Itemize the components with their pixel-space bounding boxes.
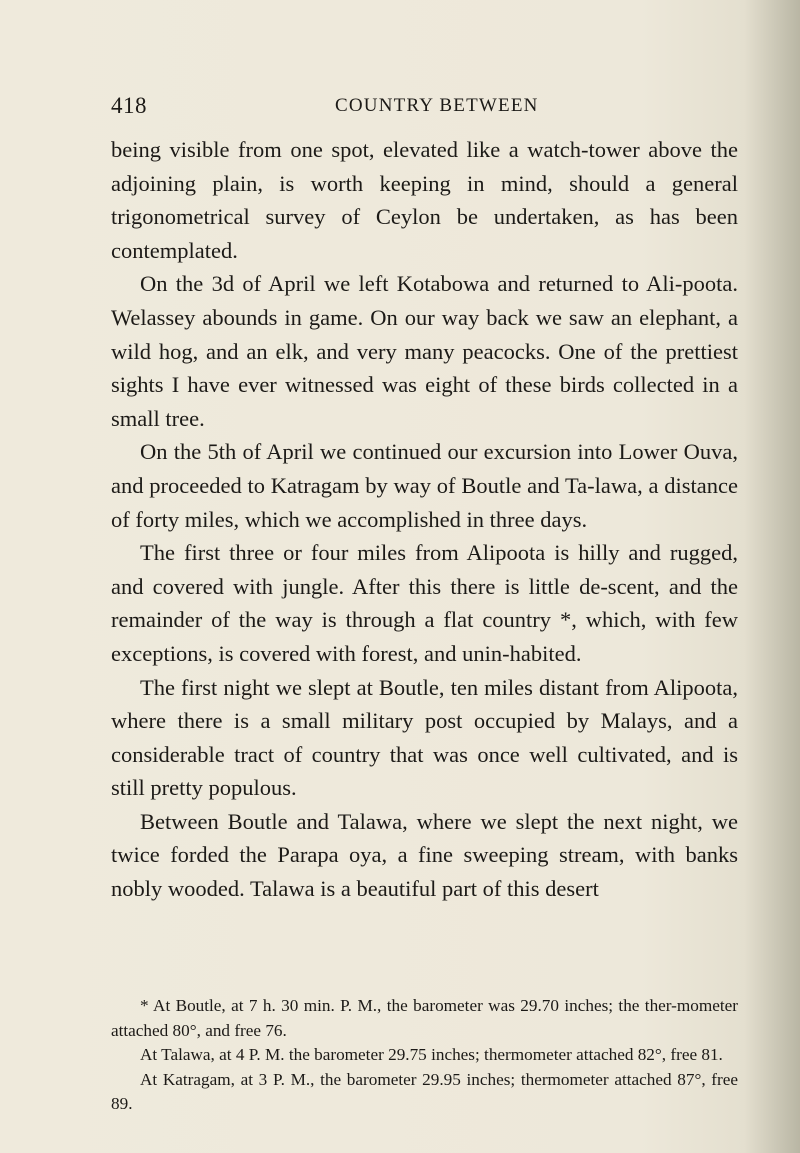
paragraph: The first three or four miles from Alipoota is hilly and rugged, and covered with jungle. After this there is little de-scent, and the remainder of the way is through a flat country *, which, with few exceptions, is covered with forest, and unin-habited.	[111, 540, 738, 666]
footnote: At Katragam, at 3 P. M., the barometer 29.95 inches; thermometer attached 87°, free 89.	[111, 1069, 738, 1113]
paragraph: The first night we slept at Boutle, ten miles distant from Alipoota, where there is a small military post occupied by Malays, and a considerable tract of country that was once well cultivated, and is still pretty populous.	[111, 674, 738, 801]
paragraph: On the 3d of April we left Kotabowa and returned to Ali-poota. Welassey abounds in game. On our way back we saw an elephant, a wild hog, and an elk, and very many peacocks. One of the prettiest sights I have ever witnessed was eight of these birds collected in a small tree.	[111, 271, 738, 431]
paragraph: being visible from one spot, elevated like a watch-tower above the adjoining plain, is worth keeping in mind, should a general trigonometrical survey of Ceylon be undertaken, as has been contemplated.	[111, 137, 738, 263]
body-text	[111, 133, 738, 906]
paragraph: On the 5th of April we continued our excursion into Lower Ouva, and proceeded to Katragam by way of Boutle and Ta-lawa, a distance of forty miles, which we accomplished in three days.	[111, 439, 738, 532]
page-header	[111, 93, 711, 123]
footnote: At Talawa, at 4 P. M. the barometer 29.75 inches; thermometer attached 82°, free 81.	[140, 1045, 723, 1064]
page-number: 418	[111, 93, 147, 118]
footnotes	[111, 994, 738, 1117]
running-title: COUNTRY BETWEEN	[335, 95, 539, 116]
footnote: * At Boutle, at 7 h. 30 min. P. M., the barometer was 29.70 inches; the ther-mometer attached 80°, and free 76.	[111, 996, 738, 1040]
paragraph: Between Boutle and Talawa, where we slept the next night, we twice forded the Parapa oya, a fine sweeping stream, with banks nobly wooded. Talawa is a beautiful part of this desert	[111, 808, 738, 902]
